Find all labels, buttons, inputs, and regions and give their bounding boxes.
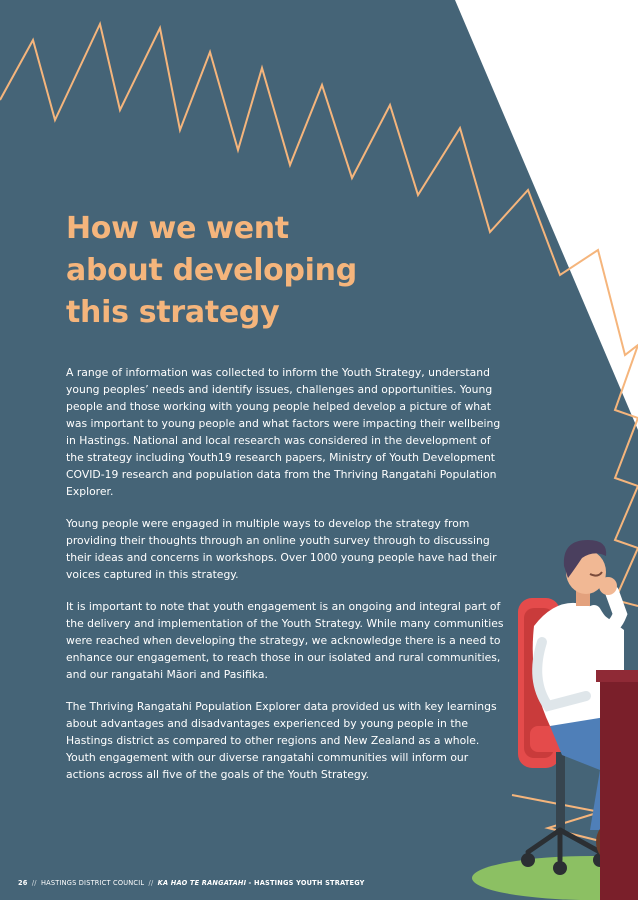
paragraph-research: A range of information was collected to inform the Youth Strategy, understand young peoples’ needs and identify issues, challenges and opportunities. Young people and those working with young people helped develop a picture of what was important to young people and what factors were impacting their wellbeing in Hastings. National and local research was considered in the development of the strategy including Youth19 research papers, Ministry of Youth Development COVID-19 research and population data from the Thriving Rangatahi Population Explorer. <box>66 366 501 498</box>
thinking-person-illustration <box>490 530 638 900</box>
title-line-2: about developing <box>66 253 357 288</box>
footer-separator-1: // <box>31 879 37 887</box>
paragraph-engagement: Young people were engaged in multiple ways to develop the strategy from providing their thoughts through an online youth survey through to discussing their ideas and concerns in workshops. Over 1000 young people have had their voices captured in this strategy. <box>66 517 497 581</box>
title-line-1: How we went <box>66 211 289 246</box>
body-text <box>66 364 506 798</box>
paragraph-ongoing: It is important to note that youth engagement is an ongoing and integral part of the delivery and implementation of the Youth Strategy. While many communities were reached when developing the strategy, we acknowledge there is a need to enhance our engagement, to reach those in our isolated and rural communities, and our rangatahi Māori and Pasifika. <box>66 600 504 681</box>
desk <box>600 676 638 900</box>
footer-council: HASTINGS DISTRICT COUNCIL <box>41 879 145 887</box>
page-title <box>66 208 396 334</box>
title-line-3: this strategy <box>66 295 280 330</box>
paragraph-explorer: The Thriving Rangatahi Population Explorer data provided us with key learnings about advantages and disadvantages experienced by young people in the Hastings district as compared to other regions and New Zealand as a whole. Youth engagement with our diverse rangatahi communities will inform our actions across all five of the goals of the Youth Strategy. <box>66 700 497 781</box>
footer-title-italic: KA HAO TE RANGATAHI <box>157 879 247 887</box>
page-footer <box>18 879 365 887</box>
page-number: 26 <box>18 879 28 887</box>
footer-title-suffix: - HASTINGS YOUTH STRATEGY <box>248 879 365 887</box>
chair-post <box>556 752 565 832</box>
footer-separator-2: // <box>148 879 154 887</box>
person-arm <box>594 592 620 627</box>
chair-base <box>528 830 600 860</box>
